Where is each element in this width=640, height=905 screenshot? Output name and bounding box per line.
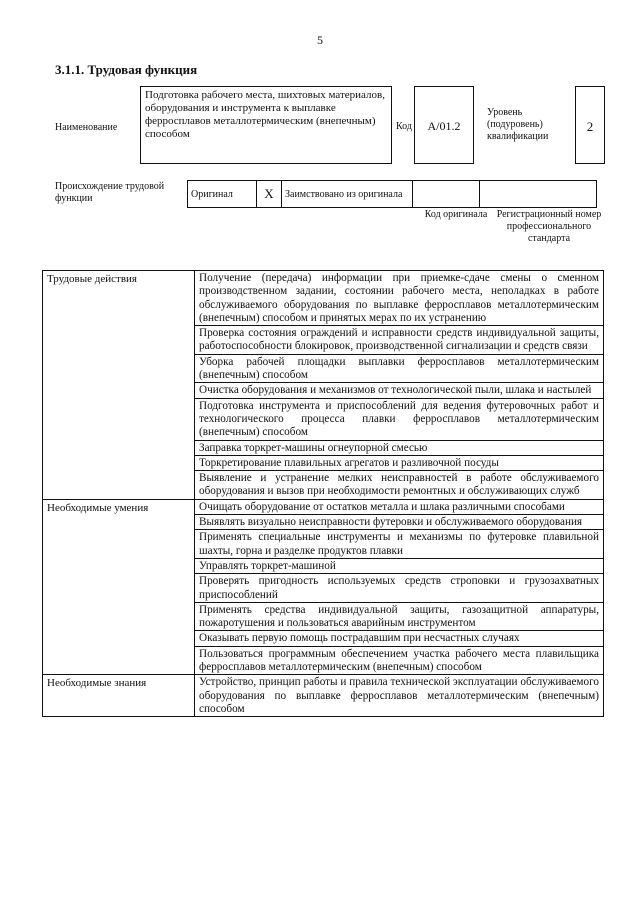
table-row <box>43 499 604 514</box>
item-cell: Проверка состояния ограждений и исправности средств индивидуальной защиты, работоспособности блокировок, производственной сигнализации и средств связи <box>195 326 604 355</box>
category-cell: Трудовые действия <box>43 271 195 500</box>
item-cell: Получение (передача) информации при приемке-сдаче смены о сменном производственном задании, состоянии рабочего места, неполадках в работе обслуживаемого оборудования по выплавке ферросплавов металлотермическим (внепечным) способом и принятых мерах по их устранению <box>195 271 604 326</box>
code-value-box: А/01.2 <box>414 86 474 164</box>
item-cell: Выявлять визуально неисправности футеровки и обслуживаемого оборудования <box>195 515 604 530</box>
item-cell: Очищать оборудование от остатков металла и шлака различными способами <box>195 499 604 514</box>
original-label: Оригинал <box>188 181 257 208</box>
item-cell: Применять средства индивидуальной защиты, газозащитной аппаратуры, пожаротушения и пользоваться аварийным инструментом <box>195 602 604 631</box>
origin-table <box>187 180 597 208</box>
origin-label: Происхождение трудовой функции <box>55 181 165 204</box>
table-row <box>43 675 604 717</box>
item-cell: Управлять торкрет-машиной <box>195 558 604 573</box>
item-cell: Пользоваться программным обеспечением участка рабочего места плавильщика ферросплавов металлотермическим (внепечным) способом <box>195 646 604 675</box>
category-cell: Необходимые умения <box>43 499 195 675</box>
level-value-box: 2 <box>575 86 605 164</box>
section-title: 3.1.1. Трудовая функция <box>55 62 198 77</box>
borrowed-label: Заимствовано из оригинала <box>282 181 413 208</box>
item-cell: Очистка оборудования и механизмов от технологической пыли, шлака и настылей <box>195 383 604 398</box>
item-cell: Устройство, принцип работы и правила технической эксплуатации обслуживаемого оборудования по выплавке ферросплавов металлотермическим (внепечным) способом <box>195 675 604 717</box>
function-name-box: Подготовка рабочего места, шихтовых материалов, оборудования и инструмента к выплавке ферросплавов металлотермическим (внепечным) способом <box>140 86 392 164</box>
item-cell: Выявление и устранение мелких неисправностей в работе обслуживаемого оборудования и вызов при необходимости ремонтных и обслуживающих служб <box>195 471 604 500</box>
original-mark: X <box>257 181 282 208</box>
item-cell: Заправка торкрет-машины огнеупорной смесью <box>195 440 604 455</box>
page-number: 5 <box>317 33 323 47</box>
registration-caption: Регистрационный номер профессионального стандарта <box>496 209 602 244</box>
name-label: Наименование <box>55 122 118 133</box>
item-cell: Подготовка инструмента и приспособлений для ведения футеровочных работ и технологического процесса плавки ферросплавов металлотермическим (внепечным) способом <box>195 398 604 440</box>
labor-functions-table <box>42 270 604 717</box>
category-cell: Необходимые знания <box>43 675 195 717</box>
original-code-caption: Код оригинала <box>424 209 488 220</box>
code-label: Код <box>396 121 412 132</box>
item-cell: Проверять пригодность используемых средств строповки и грузозахватных приспособлений <box>195 574 604 603</box>
table-row <box>43 271 604 326</box>
item-cell: Торкретирование плавильных агрегатов и разливочной посуды <box>195 455 604 470</box>
item-cell: Оказывать первую помощь пострадавшим при несчастных случаях <box>195 631 604 646</box>
level-label: Уровень (подуровень) квалификации <box>487 107 549 142</box>
item-cell: Применять специальные инструменты и механизмы по футеровке плавильной шахты, горна и разделке продуктов плавки <box>195 530 604 559</box>
original-code-cell <box>413 181 480 208</box>
item-cell: Уборка рабочей площадки выплавки ферросплавов металлотермическим (внепечным) способом <box>195 354 604 383</box>
registration-number-cell <box>480 181 597 208</box>
